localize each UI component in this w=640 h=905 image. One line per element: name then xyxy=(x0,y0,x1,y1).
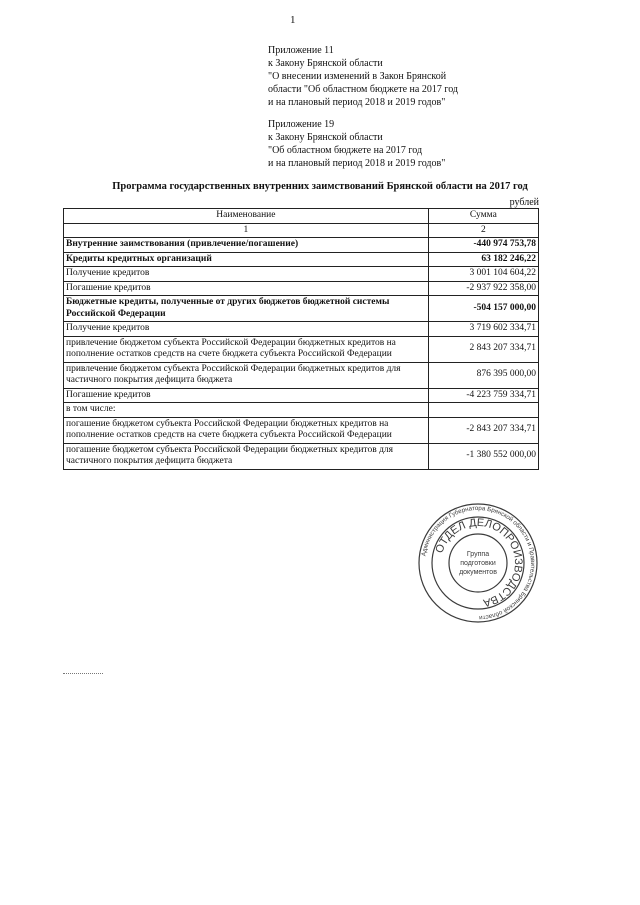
row-name-cell: погашение бюджетом субъекта Российской Федерации бюджетных кредитов для частичного покрытия дефицита бюджета xyxy=(64,443,429,469)
table-row xyxy=(64,322,539,337)
appendix-line: и на плановый период 2018 и 2019 годов" xyxy=(268,97,446,108)
table-row xyxy=(64,281,539,296)
official-stamp xyxy=(418,503,538,623)
row-amount-cell: 2 843 207 334,71 xyxy=(428,336,538,362)
row-amount-cell: 63 182 246,22 xyxy=(428,252,538,267)
appendix-line: "Об областном бюджете на 2017 год xyxy=(268,145,423,156)
row-amount-cell: 876 395 000,00 xyxy=(428,362,538,388)
table-row xyxy=(64,403,539,418)
document-title: Программа государственных внутренних заимствований Брянской области на 2017 год xyxy=(112,181,528,192)
column-header-name: Наименование xyxy=(64,209,429,224)
table-row xyxy=(64,362,539,388)
column-number-1: 1 xyxy=(64,223,429,238)
row-amount-cell: 3 001 104 604,22 xyxy=(428,267,538,282)
row-amount-cell: -504 157 000,00 xyxy=(428,296,538,322)
row-amount-cell: 3 719 602 334,71 xyxy=(428,322,538,337)
appendix-line: области "Об областном бюджете на 2017 год xyxy=(268,84,458,95)
appendix-11-heading xyxy=(268,44,458,109)
row-amount-cell xyxy=(428,403,538,418)
stamp-center-line: Группа xyxy=(466,551,490,558)
row-name-cell: Бюджетные кредиты, полученные от других бюджетов бюджетной системы Российской Федерации xyxy=(64,296,429,322)
stamp-outer-text: Администрация Губернатора Брянской области и Правительства Брянской области xyxy=(420,504,537,622)
row-amount-cell: -4 223 759 334,71 xyxy=(428,388,538,403)
table-row xyxy=(64,238,539,253)
table-row xyxy=(64,336,539,362)
appendix-line: "О внесении изменений в Закон Брянской xyxy=(268,71,447,82)
row-name-cell: погашение бюджетом субъекта Российской Федерации бюджетных кредитов на пополнение остатков средств на счете бюджета субъекта Российской Федерации xyxy=(64,417,429,443)
row-name-cell: Получение кредитов xyxy=(64,322,429,337)
row-amount-cell: -2 937 922 358,00 xyxy=(428,281,538,296)
row-amount-cell: -2 843 207 334,71 xyxy=(428,417,538,443)
page-number: 1 xyxy=(290,14,296,26)
units-label: рублей xyxy=(509,197,539,208)
row-name-cell: Получение кредитов xyxy=(64,267,429,282)
table-row xyxy=(64,417,539,443)
row-name-cell: Внутренние заимствования (привлечение/погашение) xyxy=(64,238,429,253)
column-header-amount: Сумма xyxy=(428,209,538,224)
appendix-line: и на плановый период 2018 и 2019 годов" xyxy=(268,158,446,169)
page-divider-mark xyxy=(63,673,103,674)
appendix-line: Приложение 19 xyxy=(268,119,335,130)
row-name-cell: привлечение бюджетом субъекта Российской Федерации бюджетных кредитов на пополнение остатков средств на счете бюджета субъекта Российской Федерации xyxy=(64,336,429,362)
stamp-center-line: документов xyxy=(459,569,497,576)
stamp-center-line: подготовки xyxy=(460,560,496,567)
table-row xyxy=(64,296,539,322)
row-name-cell: привлечение бюджетом субъекта Российской Федерации бюджетных кредитов для частичного покрытия дефицита бюджета xyxy=(64,362,429,388)
stamp-ring-text: ОТДЕЛ ДЕЛОПРОИЗВОДСТВА xyxy=(433,516,525,609)
row-name-cell: в том числе: xyxy=(64,403,429,418)
table-row xyxy=(64,443,539,469)
table-row xyxy=(64,267,539,282)
appendix-line: Приложение 11 xyxy=(268,45,334,56)
row-name-cell: Кредиты кредитных организаций xyxy=(64,252,429,267)
table-row xyxy=(64,388,539,403)
borrowing-program-table xyxy=(63,208,539,470)
row-amount-cell: -440 974 753,78 xyxy=(428,238,538,253)
column-number-2: 2 xyxy=(428,223,538,238)
appendix-line: к Закону Брянской области xyxy=(268,132,383,143)
appendix-line: к Закону Брянской области xyxy=(268,58,383,69)
appendix-19-heading xyxy=(268,118,445,170)
row-amount-cell: -1 380 552 000,00 xyxy=(428,443,538,469)
row-name-cell: Погашение кредитов xyxy=(64,388,429,403)
row-name-cell: Погашение кредитов xyxy=(64,281,429,296)
table-header-row xyxy=(64,209,539,224)
table-column-number-row xyxy=(64,223,539,238)
table-row xyxy=(64,252,539,267)
